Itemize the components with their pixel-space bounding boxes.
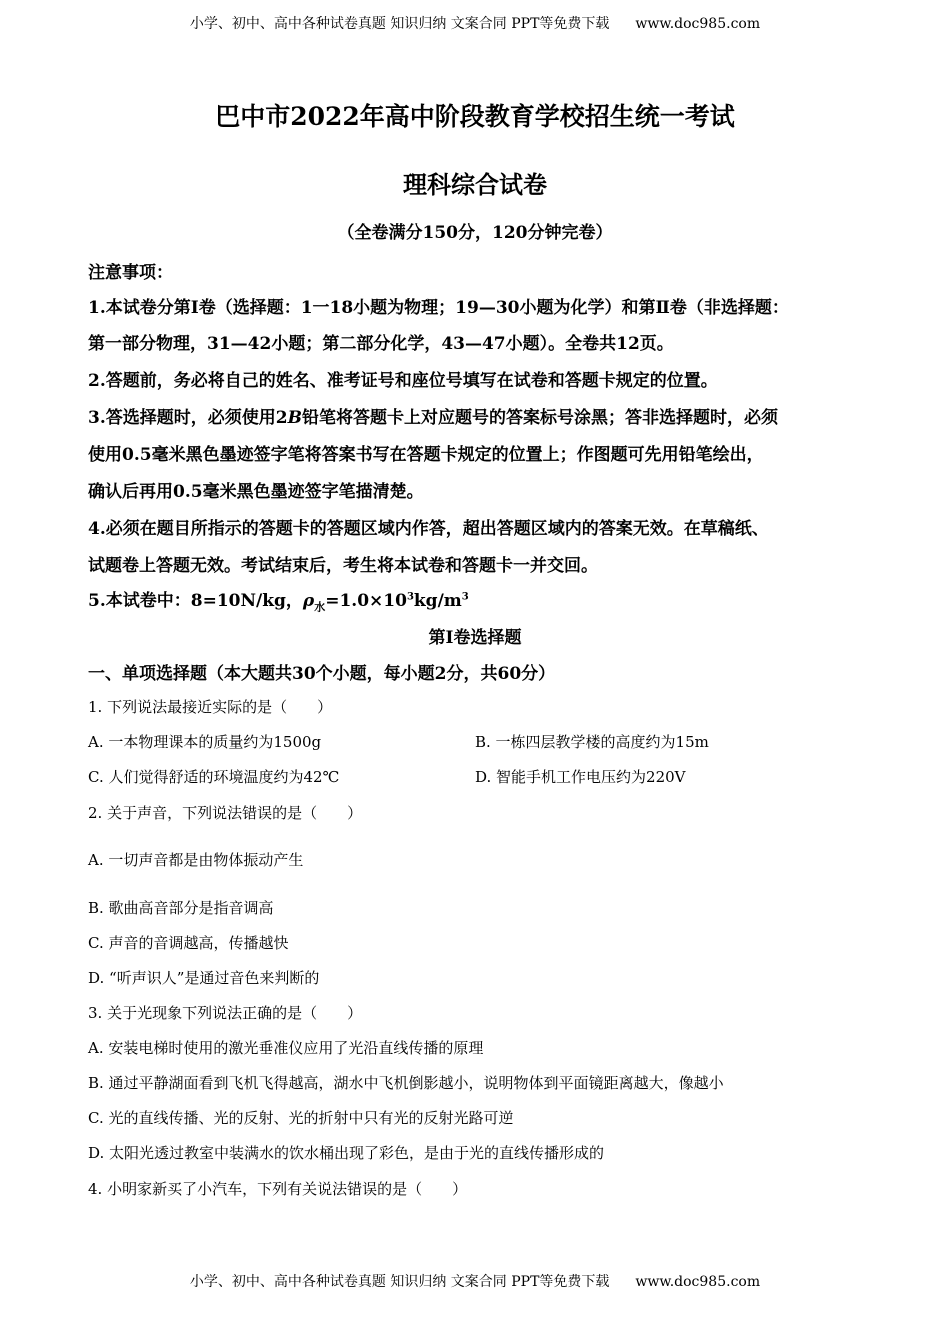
- question-3-option-c: C. 光的直线传播、光的反射、光的折射中只有光的反射光路可逆: [88, 1109, 514, 1127]
- header-links-text: 小学、初中、高中各种试卷真题 知识归纳 文案合同 PPT等免费下载: [189, 16, 610, 32]
- notice-item-3-pre: 3.答选择题时，必须使用2: [88, 408, 288, 428]
- question-4-stem: 4. 小明家新买了小汽车，下列有关说法错误的是（ ）: [88, 1180, 468, 1198]
- notice-item-3-italic: B: [287, 408, 302, 428]
- question-2-option-a: A. 一切声音都是由物体振动产生: [88, 851, 304, 869]
- notice-item-4-line-2: 试题卷上答题无效。考试结束后，考生将本试卷和答题卡一并交回。: [88, 556, 598, 576]
- question-1-option-b: B. 一栋四层教学楼的高度约为15m: [475, 733, 709, 751]
- exam-subject: 理科综合试卷: [403, 170, 547, 199]
- footer-site-link[interactable]: www.doc985.com: [635, 1274, 761, 1290]
- question-2-stem: 2. 关于声音，下列说法错误的是（ ）: [88, 804, 363, 822]
- question-1-option-c: C. 人们觉得舒适的环境温度约为42℃: [88, 768, 340, 786]
- question-1-option-d: D. 智能手机工作电压约为220V: [475, 768, 686, 786]
- power-superscript: 3: [406, 591, 414, 603]
- question-1-stem: 1. 下列说法最接近实际的是（ ）: [88, 698, 333, 716]
- notice-heading: 注意事项：: [88, 263, 173, 283]
- question-1-option-a: A. 一本物理课本的质量约为1500g: [88, 733, 322, 751]
- volume-title: 第I卷选择题: [428, 628, 522, 648]
- notice-item-1-line-1: 1.本试卷分第I卷（选择题：1一18小题为物理；19—30小题为化学）和第Ⅱ卷（非选择题：: [88, 298, 789, 318]
- question-2-option-b: B. 歌曲高音部分是指音调高: [88, 899, 274, 917]
- exam-title: 巴中市2022年高中阶段教育学校招生统一考试: [215, 102, 735, 131]
- notice-item-4-line-1: 4.必须在题目所指示的答题卡的答题区域内作答，超出答题区域内的答案无效。在草稿纸、: [88, 519, 769, 539]
- rho-symbol: ρ: [302, 591, 315, 611]
- exam-scope: （全卷满分150分，120分钟完卷）: [337, 223, 613, 243]
- notice-item-3-line-3: 确认后再用0.5毫米黑色墨迹签字笔描清楚。: [88, 482, 424, 502]
- notice-item-5-mid: =1.0×10: [325, 591, 407, 611]
- notice-item-3-line-2: 使用0.5毫米黑色墨迹签字笔将答案书写在答题卡规定的位置上；作图题可先用铅笔绘出，: [88, 445, 764, 465]
- question-2-option-c: C. 声音的音调越高，传播越快: [88, 934, 289, 952]
- rho-subscript: 水: [314, 600, 326, 614]
- notice-item-1-line-2: 第一部分物理，31—42小题；第二部分化学，43—47小题）。全卷共12页。: [88, 334, 674, 354]
- question-2-option-d: D. “听声识人”是通过音色来判断的: [88, 969, 320, 987]
- notice-item-2: 2.答题前，务必将自己的姓名、准考证号和座位号填写在试卷和答题卡规定的位置。: [88, 371, 718, 391]
- question-3-stem: 3. 关于光现象下列说法正确的是（ ）: [88, 1004, 363, 1022]
- footer-links-text: 小学、初中、高中各种试卷真题 知识归纳 文案合同 PPT等免费下载: [189, 1274, 610, 1290]
- notice-item-5-pre: 5.本试卷中：8=10N/kg，: [88, 591, 303, 611]
- notice-item-5: [88, 586, 469, 614]
- unit-superscript: 3: [461, 591, 469, 603]
- question-3-option-b: B. 通过平静湖面看到飞机飞得越高，湖水中飞机倒影越小，说明物体到平面镜距离越大，像越小: [88, 1074, 724, 1092]
- notice-item-3-post: 铅笔将答题卡上对应题号的答案标号涂黑；答非选择题时，必须: [301, 408, 778, 428]
- question-3-option-d: D. 太阳光透过教室中装满水的饮水桶出现了彩色，是由于光的直线传播形成的: [88, 1144, 605, 1162]
- header-site-link[interactable]: www.doc985.com: [635, 16, 761, 32]
- part-title: 一、单项选择题（本大题共30个小题，每小题2分，共60分）: [88, 664, 556, 684]
- page-header: [0, 13, 950, 33]
- page-footer: [0, 1271, 950, 1291]
- notice-item-5-unit: kg/m: [413, 591, 462, 611]
- question-3-option-a: A. 安装电梯时使用的激光垂准仪应用了光沿直线传播的原理: [88, 1039, 484, 1057]
- notice-item-3-line-1: [88, 403, 778, 428]
